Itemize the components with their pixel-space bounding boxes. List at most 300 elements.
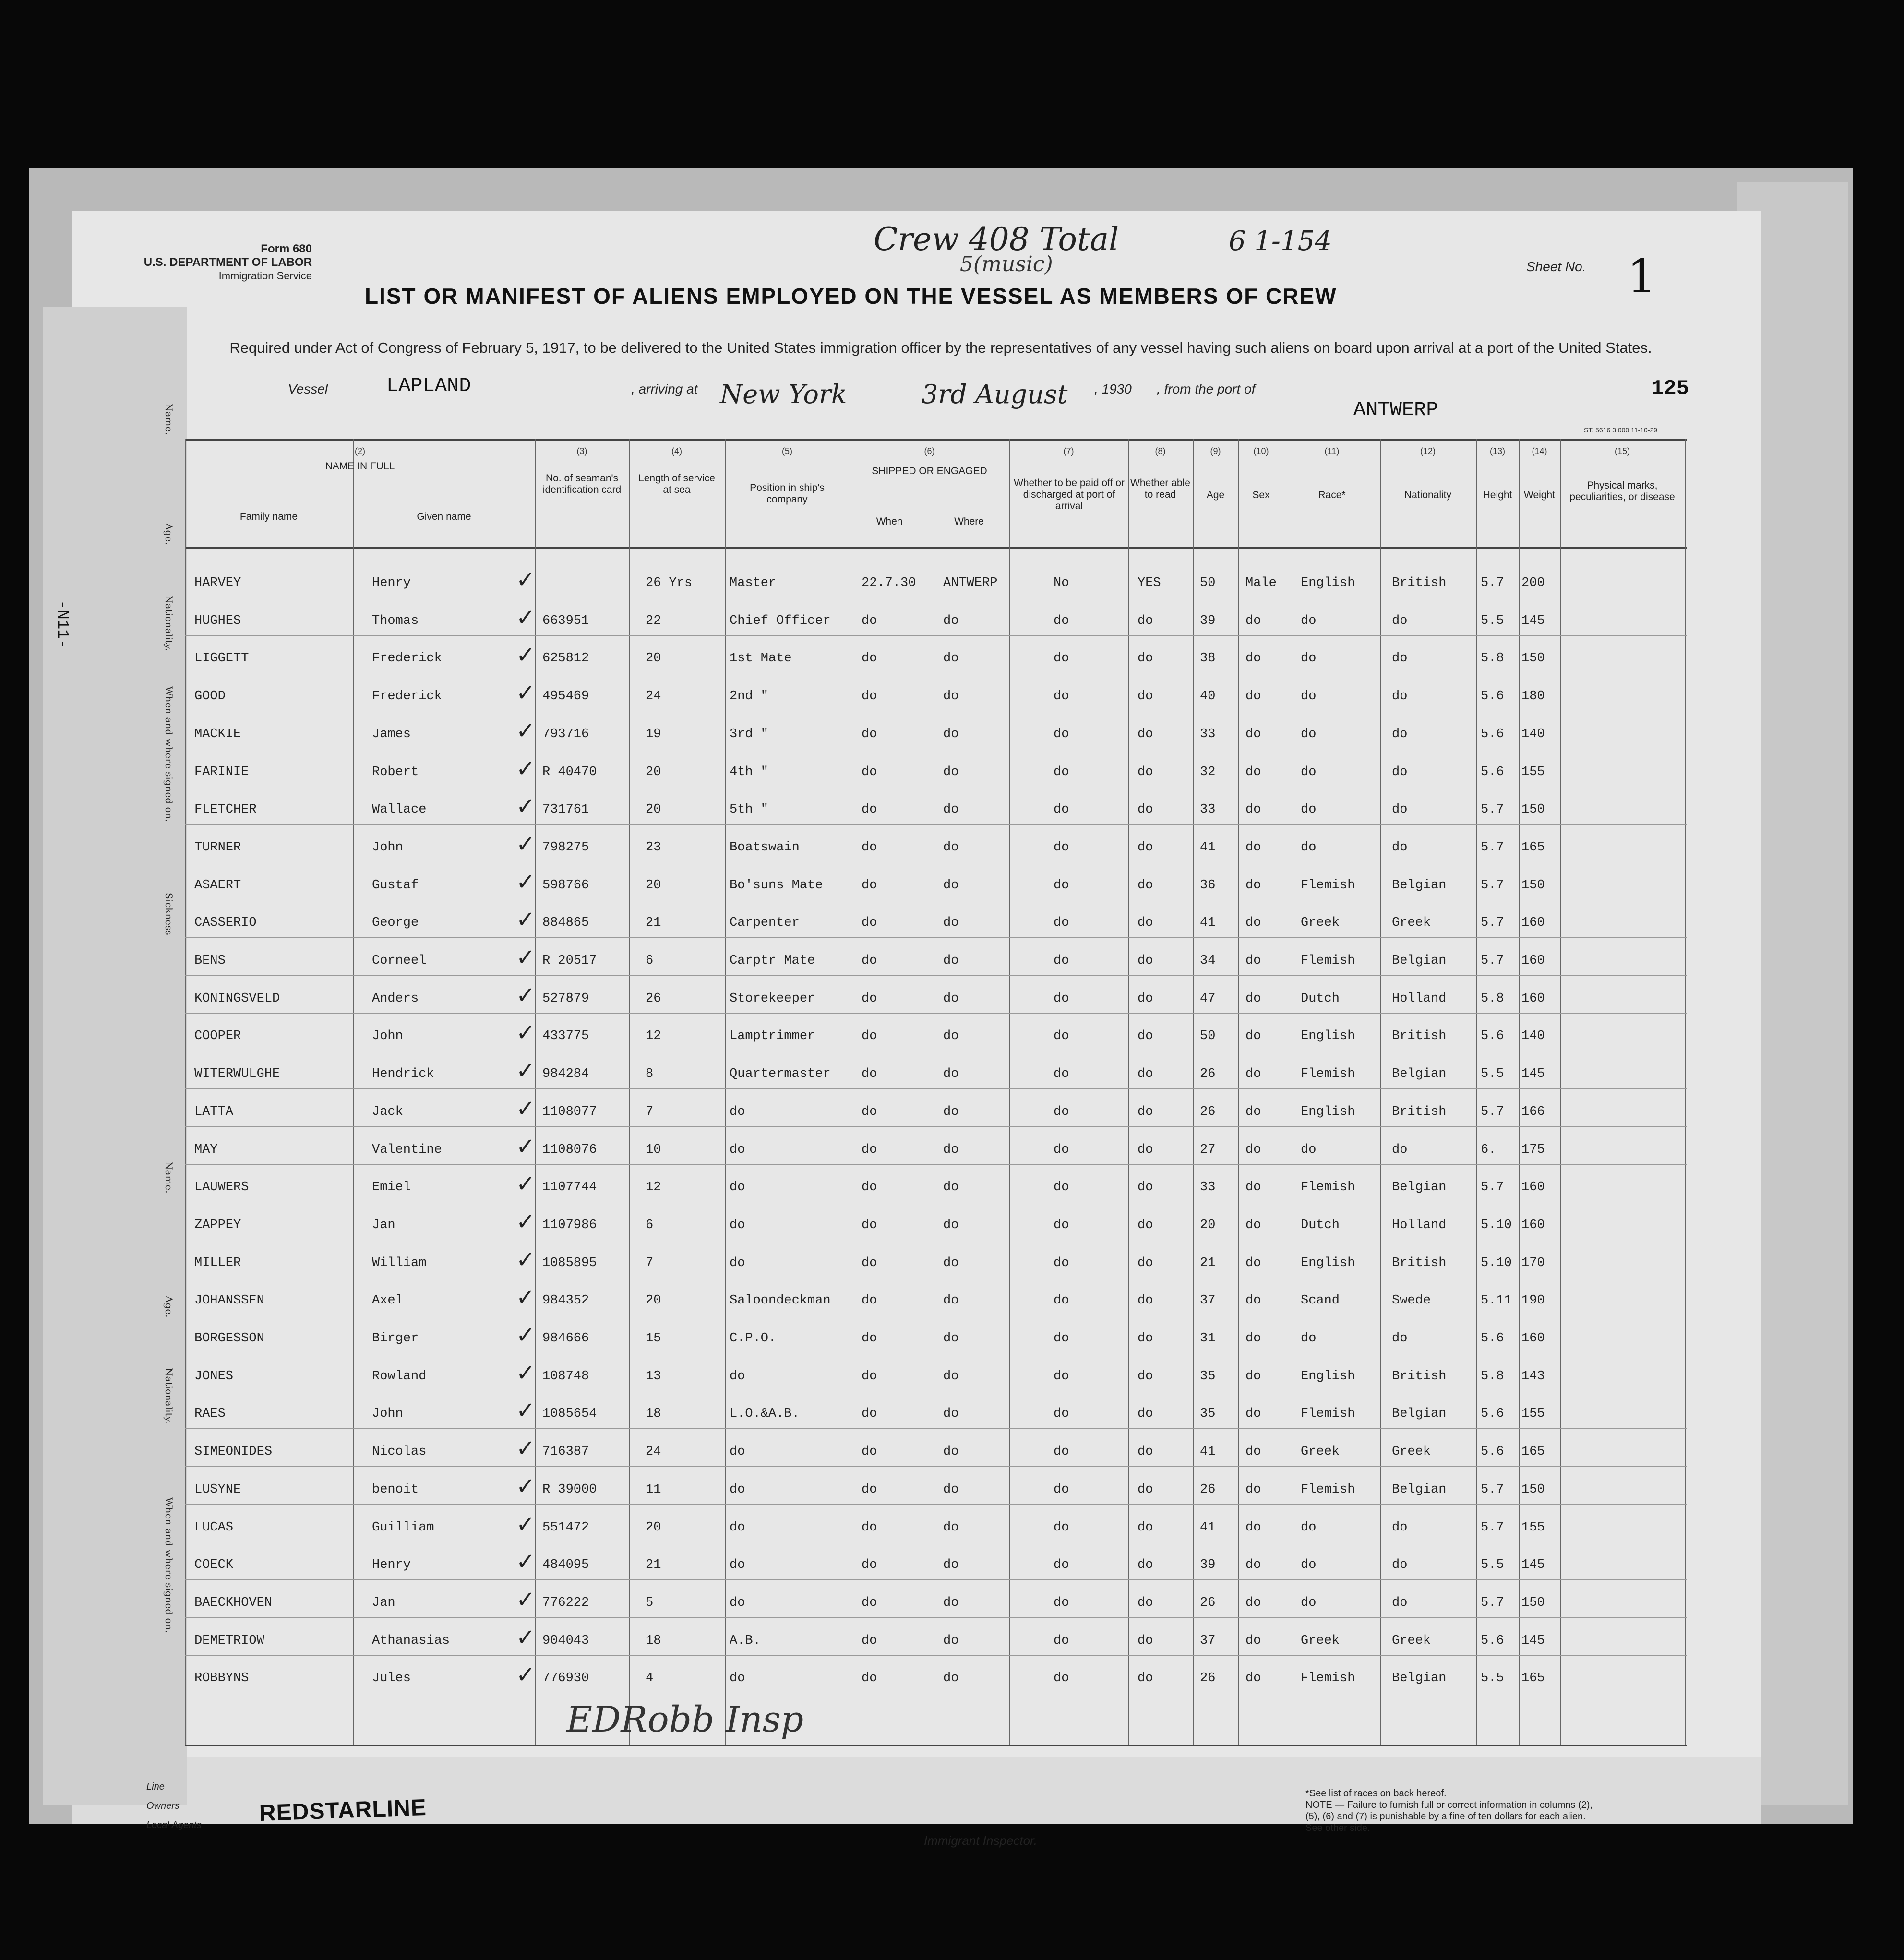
cell-position: 1st Mate <box>730 651 792 666</box>
cell-read: do <box>1138 1407 1153 1422</box>
cell-where: do <box>943 802 959 817</box>
cell-nationality: Belgian <box>1392 1482 1447 1497</box>
cell-where: do <box>943 1520 959 1535</box>
cell-race: English <box>1301 1104 1355 1119</box>
cell-given: Henry <box>372 576 411 590</box>
cell-age: 31 <box>1200 1331 1216 1346</box>
cell-weight: 160 <box>1521 991 1545 1006</box>
row-divider <box>185 1088 1687 1089</box>
cell-sex: do <box>1245 1029 1261 1044</box>
cell-when: do <box>862 613 877 628</box>
cell-where: do <box>943 613 959 628</box>
checkmark-icon: ✓ <box>516 1472 536 1500</box>
cell-race: do <box>1301 651 1317 666</box>
cell-age: 36 <box>1200 878 1216 893</box>
header-name-in-full: NAME IN FULL <box>325 461 395 472</box>
cell-paid: do <box>1054 840 1069 855</box>
cell-when: do <box>862 1293 877 1308</box>
col-num-8: (8) <box>1155 446 1166 456</box>
cell-where: do <box>943 1482 959 1497</box>
side-label-sickness: Sickness <box>163 893 175 935</box>
footnote-other-side: See other side. <box>1305 1823 1370 1833</box>
cell-given: Guilliam <box>372 1520 434 1535</box>
header-given-name: Given name <box>417 511 471 522</box>
cell-weight: 145 <box>1521 613 1545 628</box>
cell-age: 37 <box>1200 1633 1216 1648</box>
cell-family: LATTA <box>194 1104 234 1119</box>
cell-paid: do <box>1054 1293 1069 1308</box>
cell-height: 5.5 <box>1481 613 1504 628</box>
cell-position: 3rd " <box>730 727 769 741</box>
col-num-13: (13) <box>1489 446 1505 456</box>
cell-weight: 160 <box>1521 954 1545 968</box>
cell-nationality: do <box>1392 840 1408 855</box>
cell-race: do <box>1301 727 1317 741</box>
cell-position: C.P.O. <box>730 1331 777 1346</box>
col-num-6: (6) <box>924 446 935 456</box>
cell-card: 776930 <box>542 1671 589 1686</box>
cell-when: do <box>862 840 877 855</box>
row-divider <box>185 1504 1687 1505</box>
cell-card: 731761 <box>542 802 589 817</box>
cell-position: do <box>730 1104 745 1119</box>
cell-paid: do <box>1054 613 1069 628</box>
cell-sex: do <box>1245 1671 1261 1686</box>
side-label-when-where-2: When and where signed on. <box>163 1497 175 1633</box>
cell-when: do <box>862 727 877 741</box>
cell-where: do <box>943 1180 959 1195</box>
checkmark-icon: ✓ <box>516 1322 536 1349</box>
crew-manifest-table <box>185 439 1687 1745</box>
cell-weight: 160 <box>1521 1180 1545 1195</box>
cell-nationality: British <box>1392 1369 1447 1384</box>
cell-weight: 175 <box>1521 1142 1545 1157</box>
cell-service: 4 <box>646 1671 654 1686</box>
cell-family: MAY <box>194 1142 218 1157</box>
cell-service: 23 <box>646 840 661 855</box>
cell-nationality: British <box>1392 576 1447 590</box>
cell-when: do <box>862 1104 877 1119</box>
arriving-label: , arriving at <box>631 382 698 396</box>
cell-race: English <box>1301 1029 1355 1044</box>
cell-position: Bo'suns Mate <box>730 878 823 893</box>
cell-age: 47 <box>1200 991 1216 1006</box>
cell-given: Jan <box>372 1595 395 1610</box>
cell-paid: do <box>1054 1218 1069 1232</box>
row-divider <box>185 1617 1687 1618</box>
cell-card: 984666 <box>542 1331 589 1346</box>
cell-height: 5.6 <box>1481 1029 1504 1044</box>
cell-service: 20 <box>646 802 661 817</box>
cell-service: 24 <box>646 1445 661 1459</box>
cell-sex: do <box>1245 1445 1261 1459</box>
header-nationality: Nationality <box>1404 490 1452 501</box>
cell-read: do <box>1138 802 1153 817</box>
cell-height: 5.5 <box>1481 1671 1504 1686</box>
checkmark-icon: ✓ <box>516 1208 536 1235</box>
checkmark-icon: ✓ <box>516 1284 536 1311</box>
header-where: Where <box>954 516 984 527</box>
cell-height: 5.6 <box>1481 765 1504 779</box>
cell-position: do <box>730 1558 745 1573</box>
cell-age: 26 <box>1200 1595 1216 1610</box>
cell-card: 776222 <box>542 1595 589 1610</box>
col-num-4: (4) <box>671 446 682 456</box>
cell-weight: 140 <box>1521 1029 1545 1044</box>
side-label-age: Age. <box>163 523 175 545</box>
header-length-service: Length of service at sea <box>638 473 715 495</box>
cell-card: R 39000 <box>542 1482 597 1497</box>
cell-when: do <box>862 802 877 817</box>
cell-height: 5.6 <box>1481 689 1504 704</box>
cell-position: Master <box>730 576 777 590</box>
cell-position: Carpenter <box>730 916 800 931</box>
cell-race: do <box>1301 613 1317 628</box>
cell-where: do <box>943 1029 959 1044</box>
cell-given: Jules <box>372 1671 411 1686</box>
cell-race: do <box>1301 1142 1317 1157</box>
col-num-15: (15) <box>1614 446 1630 456</box>
col-num-10: (10) <box>1253 446 1269 456</box>
checkmark-icon: ✓ <box>516 755 536 782</box>
cell-card: 793716 <box>542 727 589 741</box>
cell-height: 5.6 <box>1481 1407 1504 1422</box>
cell-read: do <box>1138 878 1153 893</box>
cell-read: do <box>1138 954 1153 968</box>
from-port: ANTWERP <box>1353 398 1438 421</box>
cell-family: JONES <box>194 1369 234 1384</box>
cell-height: 5.6 <box>1481 727 1504 741</box>
cell-age: 26 <box>1200 1104 1216 1119</box>
header-family-name: Family name <box>239 511 298 522</box>
cell-nationality: Holland <box>1392 1218 1447 1232</box>
cell-family: JOHANSSEN <box>194 1293 264 1308</box>
cell-paid: do <box>1054 651 1069 666</box>
cell-service: 20 <box>646 765 661 779</box>
cell-age: 26 <box>1200 1671 1216 1686</box>
handwritten-crew-note-2: 5(music) <box>960 252 1053 276</box>
cell-sex: do <box>1245 840 1261 855</box>
cell-height: 5.7 <box>1481 1482 1504 1497</box>
checkmark-icon: ✓ <box>516 906 536 933</box>
cell-family: BENS <box>194 954 226 968</box>
checkmark-icon: ✓ <box>516 1057 536 1085</box>
cell-nationality: Greek <box>1392 1633 1431 1648</box>
cell-given: Robert <box>372 765 419 779</box>
cell-service: 15 <box>646 1331 661 1346</box>
cell-card: 663951 <box>542 613 589 628</box>
cell-race: do <box>1301 689 1317 704</box>
cell-nationality: Swede <box>1392 1293 1431 1308</box>
checkmark-icon: ✓ <box>516 1019 536 1047</box>
cell-card: 108748 <box>542 1369 589 1384</box>
cell-weight: 155 <box>1521 1520 1545 1535</box>
cell-when: do <box>862 878 877 893</box>
cell-race: do <box>1301 802 1317 817</box>
cell-paid: No <box>1054 576 1069 590</box>
cell-card: 1107986 <box>542 1218 597 1232</box>
cell-race: do <box>1301 840 1317 855</box>
cell-age: 32 <box>1200 765 1216 779</box>
cell-read: do <box>1138 1671 1153 1686</box>
cell-card: 884865 <box>542 916 589 931</box>
col-num-2: (2) <box>355 446 365 456</box>
cell-weight: 165 <box>1521 1445 1545 1459</box>
cell-nationality: Greek <box>1392 916 1431 931</box>
cell-paid: do <box>1054 1482 1069 1497</box>
cell-weight: 150 <box>1521 802 1545 817</box>
cell-paid: do <box>1054 1633 1069 1648</box>
checkmark-icon: ✓ <box>516 1397 536 1424</box>
header-position: Position in ship's company <box>750 482 825 505</box>
cell-service: 21 <box>646 916 661 931</box>
cell-service: 20 <box>646 878 661 893</box>
cell-position: do <box>730 1142 745 1157</box>
cell-read: do <box>1138 689 1153 704</box>
cell-where: do <box>943 689 959 704</box>
cell-sex: do <box>1245 1595 1261 1610</box>
cell-weight: 160 <box>1521 1218 1545 1232</box>
cell-weight: 180 <box>1521 689 1545 704</box>
cell-service: 11 <box>646 1482 661 1497</box>
cell-height: 5.6 <box>1481 1445 1504 1459</box>
cell-when: do <box>862 916 877 931</box>
cell-service: 12 <box>646 1029 661 1044</box>
side-label-age-2: Age. <box>163 1296 175 1318</box>
header-height: Height <box>1483 490 1512 501</box>
row-divider <box>185 1126 1687 1127</box>
cell-family: ROBBYNS <box>194 1671 249 1686</box>
cell-weight: 190 <box>1521 1293 1545 1308</box>
cell-race: do <box>1301 1595 1317 1610</box>
cell-weight: 150 <box>1521 1595 1545 1610</box>
header-physical: Physical marks, peculiarities, or disease <box>1569 480 1675 502</box>
cell-card: R 20517 <box>542 954 597 968</box>
cell-position: do <box>730 1369 745 1384</box>
cell-nationality: do <box>1392 802 1408 817</box>
cell-weight: 160 <box>1521 1331 1545 1346</box>
cell-given: Wallace <box>372 802 427 817</box>
cell-weight: 145 <box>1521 1067 1545 1082</box>
cell-read: do <box>1138 1633 1153 1648</box>
cell-family: GOOD <box>194 689 226 704</box>
cell-given: John <box>372 1029 403 1044</box>
cell-height: 5.7 <box>1481 840 1504 855</box>
cell-nationality: British <box>1392 1104 1447 1119</box>
row-divider <box>185 975 1687 976</box>
cell-where: do <box>943 1671 959 1686</box>
cell-when: do <box>862 1142 877 1157</box>
footnote-penalty: NOTE — Failure to furnish full or correct information in columns (2), (5), (6) and (7) is punishable by a fine of ten dollars for each alien. <box>1305 1800 1593 1822</box>
cell-card: 1107744 <box>542 1180 597 1195</box>
cell-service: 22 <box>646 613 661 628</box>
cell-given: Corneel <box>372 954 427 968</box>
handwritten-crew-note-3: 6 1-154 <box>1229 226 1332 257</box>
cell-sex: do <box>1245 1369 1261 1384</box>
cell-sex: do <box>1245 1255 1261 1270</box>
cell-height: 5.8 <box>1481 651 1504 666</box>
cell-family: FARINIE <box>194 765 249 779</box>
cell-read: do <box>1138 1255 1153 1270</box>
row-divider <box>185 824 1687 825</box>
cell-sex: do <box>1245 765 1261 779</box>
cell-read: do <box>1138 1104 1153 1119</box>
arrival-year: , 1930 <box>1094 382 1132 396</box>
cell-service: 20 <box>646 651 661 666</box>
cell-where: do <box>943 1255 959 1270</box>
cell-service: 18 <box>646 1633 661 1648</box>
cell-paid: do <box>1054 1520 1069 1535</box>
checkmark-icon: ✓ <box>516 1246 536 1273</box>
cell-service: 21 <box>646 1558 661 1573</box>
cell-position: 2nd " <box>730 689 769 704</box>
cell-where: do <box>943 1067 959 1082</box>
col-num-14: (14) <box>1532 446 1547 456</box>
cell-sex: do <box>1245 1482 1261 1497</box>
cell-nationality: do <box>1392 689 1408 704</box>
cell-service: 18 <box>646 1407 661 1422</box>
cell-nationality: Belgian <box>1392 1067 1447 1082</box>
cell-service: 26 <box>646 991 661 1006</box>
cell-sex: do <box>1245 1067 1261 1082</box>
cell-where: do <box>943 1445 959 1459</box>
cell-when: do <box>862 991 877 1006</box>
row-divider <box>185 1164 1687 1165</box>
cell-race: Greek <box>1301 1445 1340 1459</box>
cell-service: 24 <box>646 689 661 704</box>
cell-weight: 170 <box>1521 1255 1545 1270</box>
cell-given: Anders <box>372 991 419 1006</box>
cell-family: COOPER <box>194 1029 241 1044</box>
cell-sex: do <box>1245 954 1261 968</box>
cell-when: do <box>862 1558 877 1573</box>
cell-read: do <box>1138 840 1153 855</box>
cell-when: do <box>862 765 877 779</box>
cell-weight: 166 <box>1521 1104 1545 1119</box>
cell-when: do <box>862 651 877 666</box>
cell-weight: 145 <box>1521 1633 1545 1648</box>
cell-given: Jan <box>372 1218 395 1232</box>
cell-height: 5.10 <box>1481 1218 1512 1232</box>
cell-race: do <box>1301 1520 1317 1535</box>
from-port-label: , from the port of <box>1157 382 1256 396</box>
cell-where: do <box>943 954 959 968</box>
cell-race: Scand <box>1301 1293 1340 1308</box>
cell-paid: do <box>1054 802 1069 817</box>
table-top-border <box>185 439 1687 441</box>
cell-paid: do <box>1054 1407 1069 1422</box>
cell-when: do <box>862 1369 877 1384</box>
cell-nationality: do <box>1392 613 1408 628</box>
cell-family: DEMETRIOW <box>194 1633 264 1648</box>
row-divider <box>185 937 1687 938</box>
row-divider <box>185 1013 1687 1014</box>
cell-when: do <box>862 689 877 704</box>
cell-given: William <box>372 1255 427 1270</box>
cell-card: 625812 <box>542 651 589 666</box>
cell-nationality: Belgian <box>1392 954 1447 968</box>
cell-given: Thomas <box>372 613 419 628</box>
cell-where: do <box>943 727 959 741</box>
cell-position: do <box>730 1445 745 1459</box>
cell-service: 20 <box>646 1293 661 1308</box>
cell-age: 26 <box>1200 1067 1216 1082</box>
cell-age: 35 <box>1200 1407 1216 1422</box>
cell-paid: do <box>1054 1558 1069 1573</box>
cell-age: 39 <box>1200 613 1216 628</box>
row-divider <box>185 1466 1687 1467</box>
cell-read: do <box>1138 991 1153 1006</box>
cell-position: A.B. <box>730 1633 761 1648</box>
checkmark-icon: ✓ <box>516 981 536 1009</box>
footnote-races: *See list of races on back hereof. <box>1305 1788 1447 1799</box>
cell-age: 27 <box>1200 1142 1216 1157</box>
cell-weight: 145 <box>1521 1558 1545 1573</box>
checkmark-icon: ✓ <box>516 680 536 707</box>
vessel-name: LAPLAND <box>386 374 471 397</box>
cell-family: LIGGETT <box>194 651 249 666</box>
cell-family: LUCAS <box>194 1520 234 1535</box>
cell-given: Rowland <box>372 1369 427 1384</box>
cell-height: 5.7 <box>1481 1180 1504 1195</box>
side-label-name-2: Name. <box>163 1161 175 1194</box>
form-header-left <box>130 242 312 283</box>
cell-service: 6 <box>646 1218 654 1232</box>
cell-height: 5.7 <box>1481 878 1504 893</box>
cell-where: do <box>943 1331 959 1346</box>
col-num-3: (3) <box>576 446 587 456</box>
cell-race: Flemish <box>1301 1671 1355 1686</box>
header-when: When <box>876 516 903 527</box>
cell-family: KONINGSVELD <box>194 991 280 1006</box>
cell-given: Emiel <box>372 1180 411 1195</box>
col-num-9: (9) <box>1210 446 1221 456</box>
cell-age: 33 <box>1200 1180 1216 1195</box>
cell-position: do <box>730 1180 745 1195</box>
cell-paid: do <box>1054 1445 1069 1459</box>
cell-sex: do <box>1245 1293 1261 1308</box>
cell-read: YES <box>1138 576 1161 590</box>
cell-family: BAECKHOVEN <box>194 1595 273 1610</box>
cell-height: 5.5 <box>1481 1067 1504 1082</box>
cell-given: Hendrick <box>372 1067 434 1082</box>
cell-position: do <box>730 1520 745 1535</box>
cell-weight: 155 <box>1521 1407 1545 1422</box>
cell-height: 5.7 <box>1481 954 1504 968</box>
cell-read: do <box>1138 1180 1153 1195</box>
cell-read: do <box>1138 1369 1153 1384</box>
cell-when: do <box>862 954 877 968</box>
cell-position: do <box>730 1671 745 1686</box>
cell-race: Flemish <box>1301 1067 1355 1082</box>
cell-given: Axel <box>372 1293 403 1308</box>
cell-age: 41 <box>1200 840 1216 855</box>
cell-age: 37 <box>1200 1293 1216 1308</box>
cell-service: 10 <box>646 1142 661 1157</box>
cell-age: 33 <box>1200 727 1216 741</box>
service-name: Immigration Service <box>218 270 312 282</box>
cell-when: do <box>862 1255 877 1270</box>
cell-given: Birger <box>372 1331 419 1346</box>
cell-read: do <box>1138 1558 1153 1573</box>
cell-service: 8 <box>646 1067 654 1082</box>
header-paid-off: Whether to be paid off or discharged at port of arrival <box>1014 478 1125 512</box>
cell-position: Carptr Mate <box>730 954 815 968</box>
cell-card: 798275 <box>542 840 589 855</box>
cell-service: 26 Yrs <box>646 576 693 590</box>
cell-service: 19 <box>646 727 661 741</box>
cell-when: do <box>862 1180 877 1195</box>
